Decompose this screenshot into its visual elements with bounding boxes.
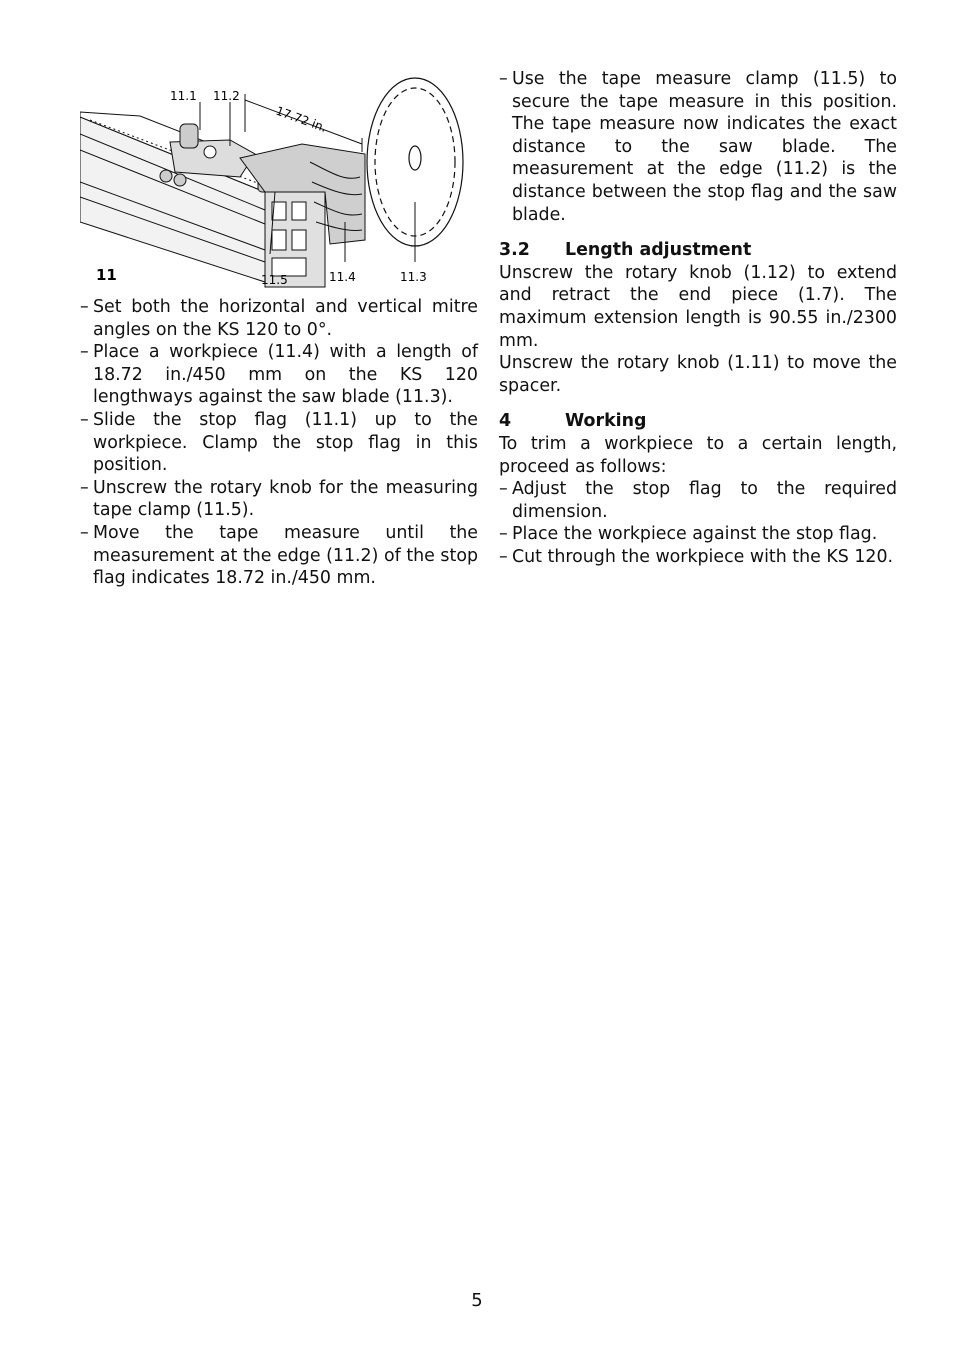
list-item: – Place the workpiece against the stop flag.: [499, 523, 897, 546]
section-heading-3-2: [499, 239, 897, 262]
paragraph: Unscrew the rotary knob (1.12) to extend and retract the end piece (1.7). The maximum extension length is 90.55 in./2300 mm.: [499, 262, 897, 351]
list-item: – Unscrew the rotary knob for the measuring tape clamp (11.5).: [80, 477, 478, 522]
label-11-1: 11.1: [170, 89, 197, 103]
list-item: – Set both the horizontal and vertical mitre angles on the KS 120 to 0°.: [80, 296, 478, 341]
paragraph: Unscrew the rotary knob (1.11) to move the spacer.: [499, 353, 897, 396]
section-title: Working: [565, 411, 647, 432]
list-item: – Use the tape measure clamp (11.5) to secure the tape measure in this position. The tape measure now indicates the exact distance to the saw blade. The measurement at the edge (11.2) is the distance between the stop flag and the saw blade.: [499, 68, 897, 226]
figure-11-illustration: [80, 72, 480, 290]
label-11-2: 11.2: [213, 89, 240, 103]
left-column: [80, 296, 478, 590]
working-steps-list: [499, 478, 897, 568]
section-number: 3.2: [499, 240, 530, 261]
label-11-4: 11.4: [329, 270, 356, 284]
list-item: – Cut through the workpiece with the KS 120.: [499, 546, 897, 569]
label-dimension: 17.72 in.: [273, 103, 329, 135]
setup-steps-continued: [499, 68, 897, 226]
label-11-5: 11.5: [261, 273, 288, 287]
list-item: – Adjust the stop flag to the required dimension.: [499, 478, 897, 523]
page-number: 5: [471, 1290, 483, 1311]
list-item: – Move the tape measure until the measurement at the edge (11.2) of the stop flag indicates 18.72 in./450 mm.: [80, 522, 478, 590]
setup-steps-list: [80, 296, 478, 590]
paragraph: To trim a workpiece to a certain length, proceed as follows:: [499, 433, 897, 477]
right-column: [499, 68, 897, 568]
list-item: – Slide the stop flag (11.1) up to the workpiece. Clamp the stop flag in this position.: [80, 409, 478, 477]
label-11-3: 11.3: [400, 270, 427, 284]
figure-11: [80, 72, 480, 290]
section-heading-4: [499, 410, 897, 433]
section-number: 4: [499, 411, 512, 432]
section-title: Length adjustment: [565, 240, 752, 261]
list-item: – Place a workpiece (11.4) with a length of 18.72 in./450 mm on the KS 120 lengthways against the saw blade (11.3).: [80, 341, 478, 409]
figure-number: 11: [96, 266, 117, 284]
